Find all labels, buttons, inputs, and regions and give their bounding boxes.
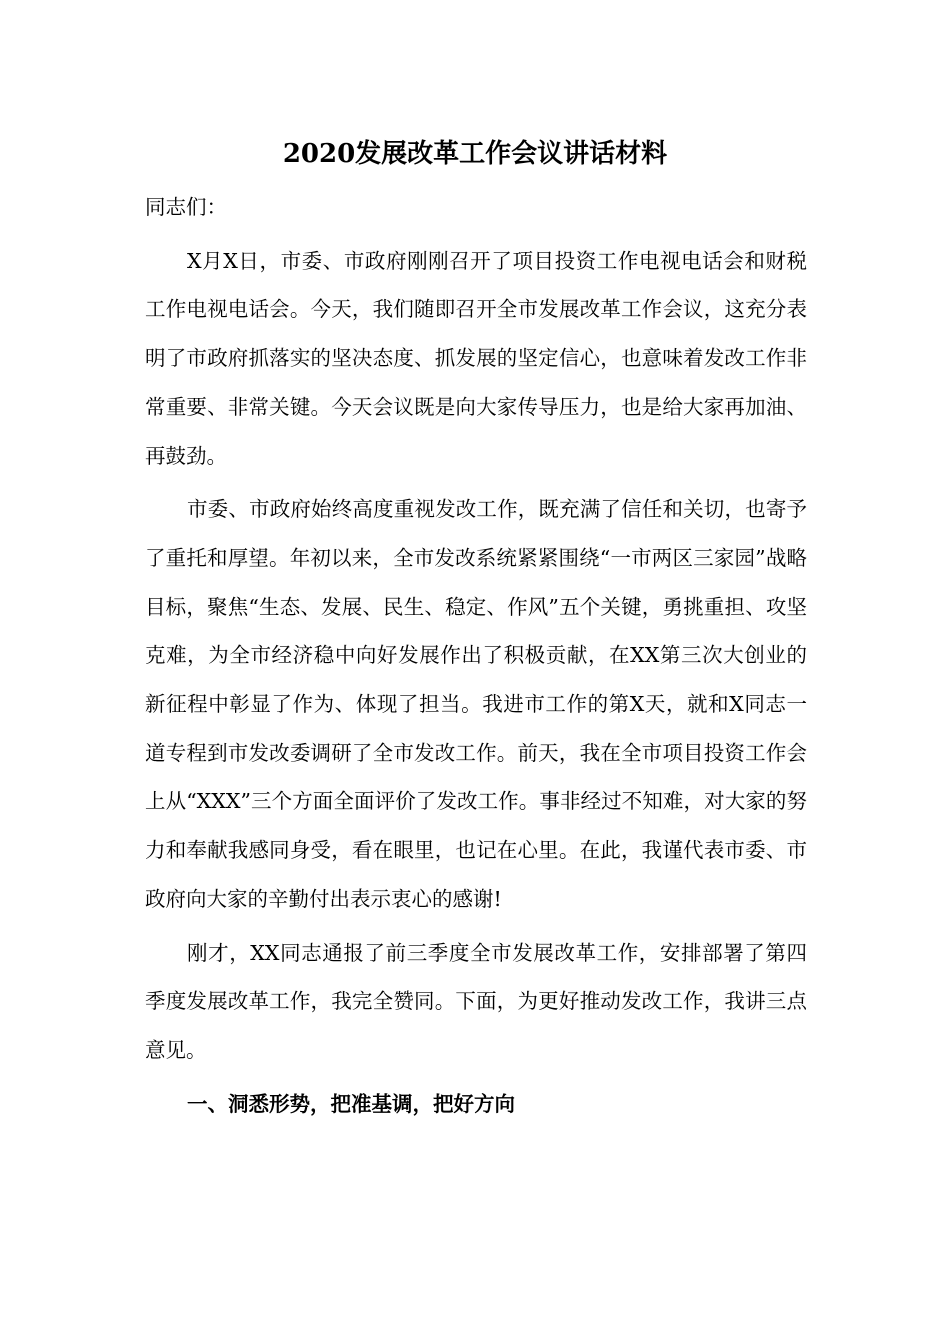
section-heading: 一、洞悉形势，把准基调，把好方向 [187,1091,515,1116]
paragraph-1: X月X日，市委、市政府刚刚召开了项目投资工作电视电话会和财税工作电视电话会。今天，我们随即召开全市发展改革工作会议，这充分表明了市政府抓落实的坚决态度、抓发展的坚定信心，也意味着发改工作非常重要、非常关键。今天会议既是向大家传导压力，也是给大家再加油、再鼓劲。 [145,248,807,468]
document-body [145,183,807,1128]
paragraph-2: 市委、市政府始终高度重视发改工作，既充满了信任和关切，也寄予了重托和厚望。年初以来，全市发改系统紧紧围绕“一市两区三家园”战略目标，聚焦“生态、发展、民生、稳定、作风”五个关键，勇挑重担、攻坚克难，为全市经济稳中向好发展作出了积极贡献，在XX第三次大创业的新征程中彰显了作为、体现了担当。我进市工作的第X天，就和X同志一道专程到市发改委调研了全市发改工作。前天，我在全市项目投资工作会上从“XXX”三个方面全面评价了发改工作。事非经过不知难，对大家的努力和奉献我感同身受，看在眼里，也记在心里。在此，我谨代表市委、市政府向大家的辛勤付出表示衷心的感谢! [145,497,807,911]
document-title: 2020发展改革工作会议讲话材料 [282,139,668,169]
salutation: 同志们： [145,195,227,219]
paragraph-3: 刚才，XX同志通报了前三季度全市发展改革工作，安排部署了第四季度发展改革工作，我完全赞同。下面，为更好推动发改工作，我讲三点意见。 [145,940,807,1062]
